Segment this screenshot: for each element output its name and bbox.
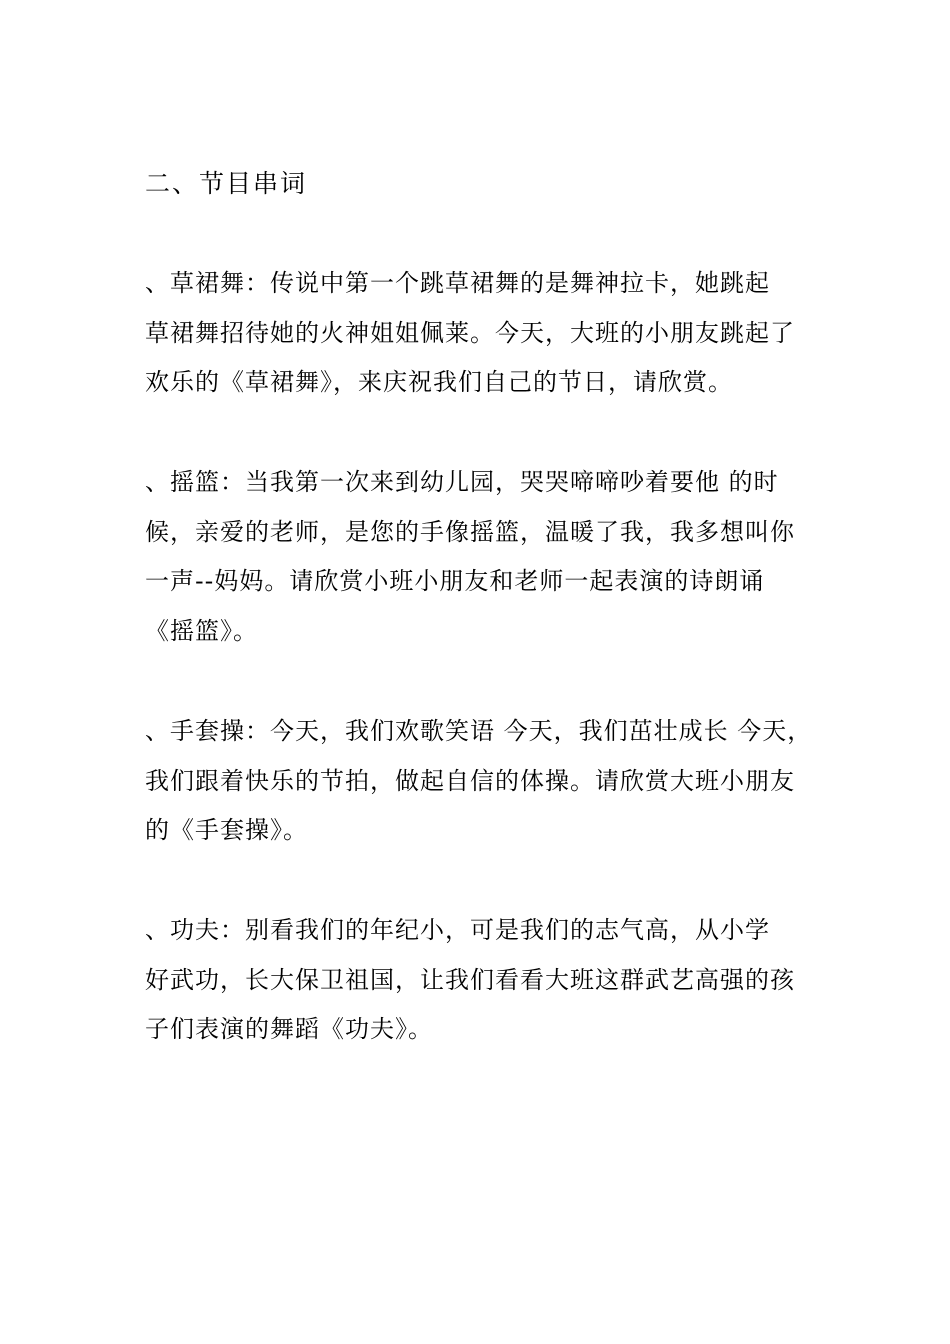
paragraph-line: 《摇篮》。: [145, 616, 258, 645]
paragraph-line: 我们跟着快乐的节拍，做起自信的体操。请欣赏大班小朋友: [145, 766, 795, 795]
paragraph-line: 、草裙舞：传说中第一个跳草裙舞的是舞神拉卡，她跳起: [145, 269, 770, 297]
paragraph-line: 好武功，长大保卫祖国，让我们看看大班这群武艺高强的孩: [145, 965, 795, 994]
paragraph-line: 候，亲爱的老师，是您的手像摇篮，温暖了我，我多想叫你: [145, 517, 795, 546]
paragraph-line: 的《手套操》。: [145, 816, 308, 844]
paragraph-cradle: [145, 458, 825, 656]
paragraph-kung-fu: [145, 906, 825, 1055]
paragraph-line: 、手套操：今天，我们欢歌笑语 今天，我们茁壮成长 今天，: [145, 717, 813, 745]
paragraph-line: 欢乐的《草裙舞》，来庆祝我们自己的节日，请欣赏。: [145, 368, 733, 396]
paragraph-line: 、功夫：别看我们的年纪小，可是我们的志气高，从小学: [145, 916, 770, 944]
paragraph-line: 、摇篮：当我第一次来到幼儿园，哭哭啼啼吵着要他 的时: [145, 468, 779, 496]
paragraph-line: 草裙舞招待她的火神姐姐佩莱。今天，大班的小朋友跳起了: [145, 318, 795, 347]
paragraph-line: 子们表演的舞蹈《功夫》。: [145, 1015, 433, 1043]
section-heading: 二、节目串词: [145, 169, 308, 198]
paragraph-grass-skirt-dance: [145, 259, 825, 408]
paragraph-line: 一声--妈妈。请欣赏小班小朋友和老师一起表演的诗朗诵: [145, 567, 765, 595]
paragraph-glove-exercise: [145, 707, 825, 856]
